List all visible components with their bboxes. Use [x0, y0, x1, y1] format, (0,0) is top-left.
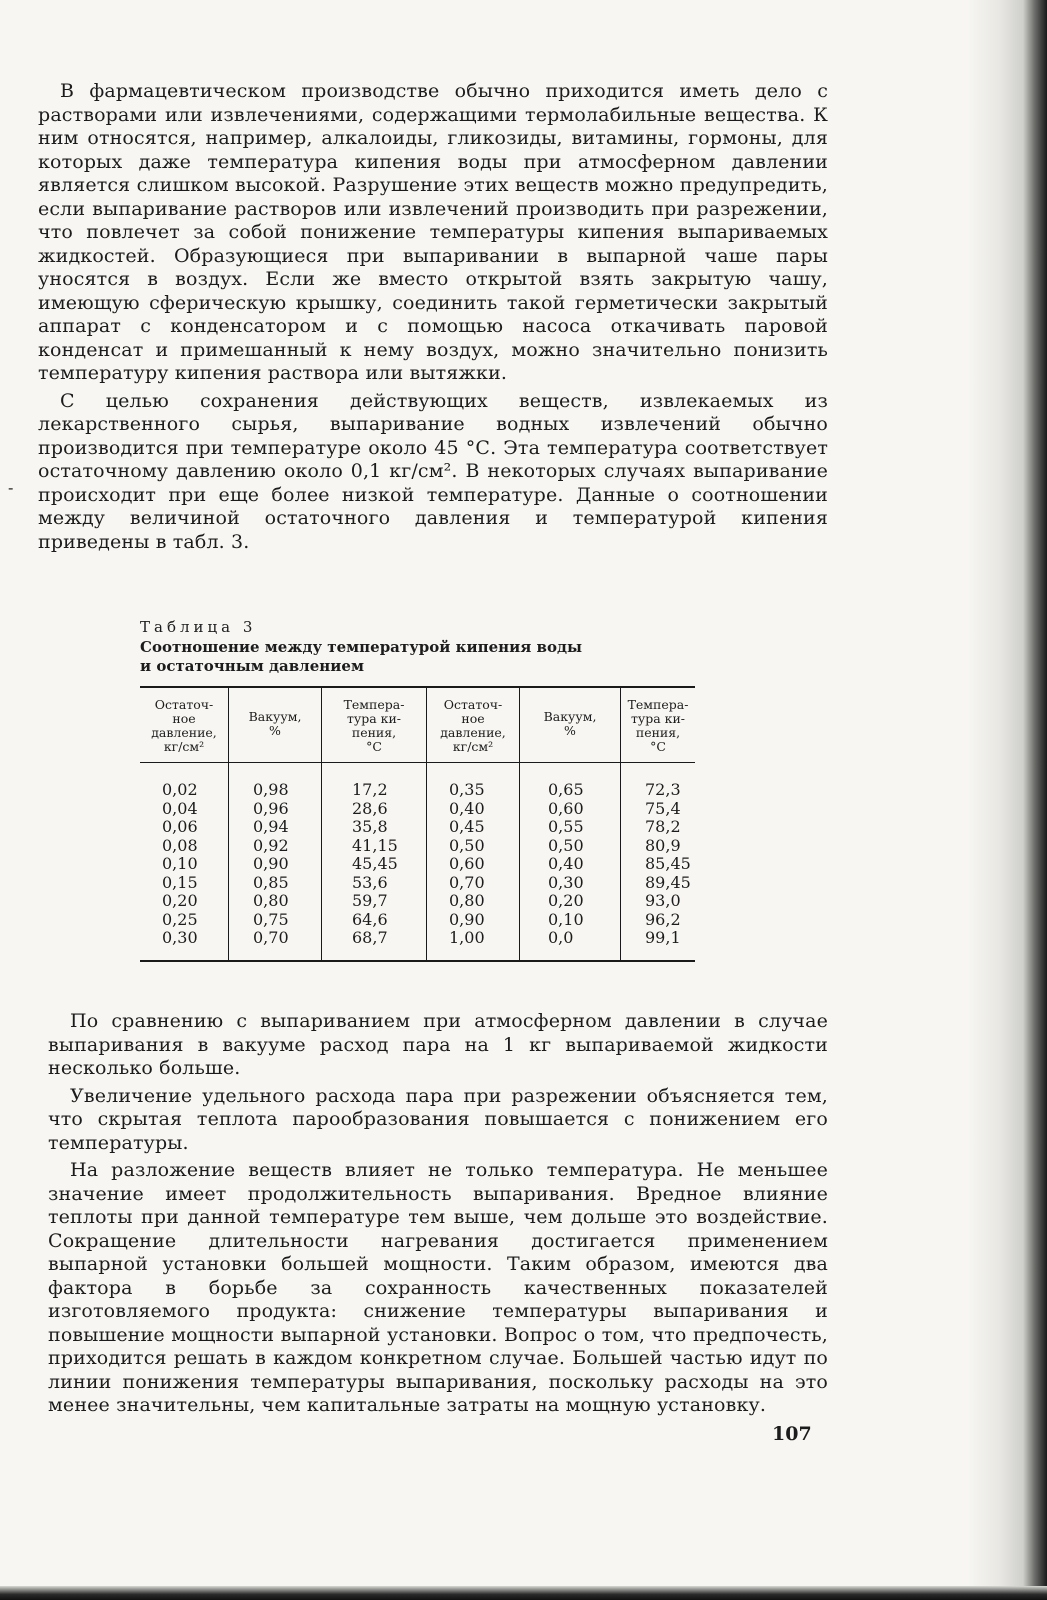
table-cell: 0,50 — [449, 835, 485, 855]
table-cell: 80,9 — [645, 835, 681, 855]
table-cell: 0,08 — [162, 835, 198, 855]
table-cell: 0,25 — [162, 909, 198, 929]
table-body-row — [140, 763, 695, 961]
table-3 — [140, 618, 700, 962]
table-cell: 0,75 — [253, 909, 289, 929]
paragraph-5: На разложение веществ влияет не только температура. Не меньшее значение имеет продолжительность выпаривания. Вредное влияние теплоты при данной температуре тем выше, чем дольше это воздействие. Сокращение длительности нагревания достигается применением выпарной установки большей мощности. Таким образом, имеются два фактора в борьбе за сохранность качественных показателей изготовляемого продукта: снижение температуры выпаривания и повышение мощности выпарной установки. Вопрос о том, что предпочесть, приходится решать в каждом конкретном случае. Большей частью идут по линии понижения температуры выпаривания, поскольку расходы на это менее значительны, чем капитальные затраты на мощную установку. — [48, 1159, 828, 1416]
table-cell: 41,15 — [352, 835, 398, 855]
page-number: 107 — [772, 1423, 812, 1445]
table-number: Таблица 3 — [140, 618, 257, 636]
table-cell: 0,90 — [253, 854, 289, 873]
table-cell: 0,98 — [253, 780, 289, 799]
table-cell: 0,50 — [548, 835, 584, 855]
table-cell: 0,70 — [449, 872, 485, 892]
table-cell: 0,85 — [253, 872, 289, 892]
table-cell: 0,30 — [548, 872, 584, 892]
table-cell: 0,60 — [449, 854, 485, 873]
table-cell: 53,6 — [352, 872, 388, 892]
table-cell: 0,20 — [162, 891, 198, 910]
table-cell: 0,80 — [253, 891, 289, 910]
data-table — [140, 686, 695, 962]
table-cell: 0,40 — [548, 854, 584, 873]
scan-edge-right — [967, 0, 1047, 1600]
header-residual-pressure-1: Остаточ- ное давление, кг/см² — [140, 687, 229, 763]
table-cell: 85,45 — [645, 854, 691, 873]
table-cell: 0,55 — [548, 817, 584, 836]
table-cell: 93,0 — [645, 891, 681, 910]
table-cell: 96,2 — [645, 909, 681, 929]
table-cell: 0,90 — [449, 909, 485, 929]
paragraph-3: По сравнению с выпариванием при атмосферном давлении в случае выпаривания в вакууме расход пара на 1 кг выпариваемой жидкости несколько больше. — [48, 1010, 828, 1079]
column-residual-pressure-2 — [427, 763, 520, 961]
table-cell: 17,2 — [352, 780, 388, 799]
bottom-text-block — [48, 1010, 828, 1418]
table-cell: 0,06 — [162, 817, 198, 836]
scan-edge-bottom — [0, 1586, 1047, 1600]
table-cell: 0,04 — [162, 798, 198, 818]
top-text-block — [38, 80, 828, 554]
column-vacuum-2 — [520, 763, 621, 961]
table-cell: 64,6 — [352, 909, 388, 929]
paragraph-2: С целью сохранения действующих веществ, извлекаемых из лекарственного сырья, выпаривание водных извлечений обычно производится при температуре около 45 °С. Эта температура соответствует остаточному давлению около 0,1 кг/см². В некоторых случаях выпаривание происходит при еще более низкой температуре. Данные о соотношении между величиной остаточного давления и температурой кипения приведены в табл. 3. — [38, 389, 828, 553]
table-cell: 0,70 — [253, 928, 289, 947]
column-boiling-temp-2 — [621, 763, 696, 961]
table-title-line-2: и остаточным давлением — [140, 657, 364, 675]
table-cell: 0,60 — [548, 798, 584, 818]
table-cell: 75,4 — [645, 798, 681, 818]
header-residual-pressure-2: Остаточ- ное давление, кг/см² — [427, 687, 520, 763]
margin-mark: - — [8, 478, 14, 497]
table-cell: 78,2 — [645, 817, 681, 836]
table-cell: 99,1 — [645, 928, 681, 947]
table-cell: 0,40 — [449, 798, 485, 818]
table-title — [140, 638, 700, 676]
table-cell: 0,15 — [162, 872, 198, 892]
table-cell: 0,10 — [548, 909, 584, 929]
table-cell: 0,92 — [253, 835, 289, 855]
table-cell: 0,45 — [449, 817, 485, 836]
table-cell: 89,45 — [645, 872, 691, 892]
column-boiling-temp-1 — [322, 763, 427, 961]
table-cell: 35,8 — [352, 817, 388, 836]
table-cell: 28,6 — [352, 798, 388, 818]
paragraph-4: Увеличение удельного расхода пара при разрежении объясняется тем, что скрытая теплота парообразования повышается с понижением его температуры. — [48, 1084, 828, 1154]
table-cell: 0,35 — [449, 780, 485, 799]
header-boiling-temp-2: Темпера- тура ки- пения, °С — [621, 687, 696, 763]
header-vacuum-2: Вакуум, % — [520, 687, 621, 763]
table-cell: 0,30 — [162, 928, 198, 947]
table-title-line-1: Соотношение между температурой кипения воды — [140, 638, 582, 656]
header-vacuum-1: Вакуум, % — [229, 687, 322, 763]
table-cell: 0,80 — [449, 891, 485, 910]
table-cell: 0,10 — [162, 854, 198, 873]
table-cell: 0,02 — [162, 780, 198, 799]
table-cell: 0,94 — [253, 817, 289, 836]
column-residual-pressure-1 — [140, 763, 229, 961]
table-cell: 0,96 — [253, 798, 289, 818]
header-boiling-temp-1: Темпера- тура ки- пения, °С — [322, 687, 427, 763]
paragraph-1: В фармацевтическом производстве обычно приходится иметь дело с растворами или извлечениями, содержащими термолабильные вещества. К ним относятся, например, алкалоиды, гликозиды, витамины, гормоны, для которых даже температура кипения воды при атмосферном давлении является слишком высокой. Разрушение этих веществ можно предупредить, если выпаривание растворов или извлечений производить при разрежении, что повлечет за собой понижение температуры кипения выпариваемых жидкостей. Образующиеся при выпаривании в выпарной чаше пары уносятся в воздух. Если же вместо открытой взять закрытую чашу, имеющую сферическую крышку, соединить такой герметически закрытый аппарат с конденсатором и с помощью насоса откачивать паровой конденсат и примешанный к нему воздух, можно значительно понизить температуру кипения раствора или вытяжки. — [38, 80, 828, 384]
table-cell: 0,20 — [548, 891, 584, 910]
column-vacuum-1 — [229, 763, 322, 961]
table-cell: 59,7 — [352, 891, 388, 910]
table-cell: 0,65 — [548, 780, 584, 799]
table-cell: 72,3 — [645, 780, 681, 799]
table-cell: 1,00 — [449, 928, 485, 947]
table-cell: 0,0 — [548, 928, 574, 947]
table-header-row — [140, 687, 695, 763]
table-cell: 45,45 — [352, 854, 398, 873]
table-cell: 68,7 — [352, 928, 388, 947]
